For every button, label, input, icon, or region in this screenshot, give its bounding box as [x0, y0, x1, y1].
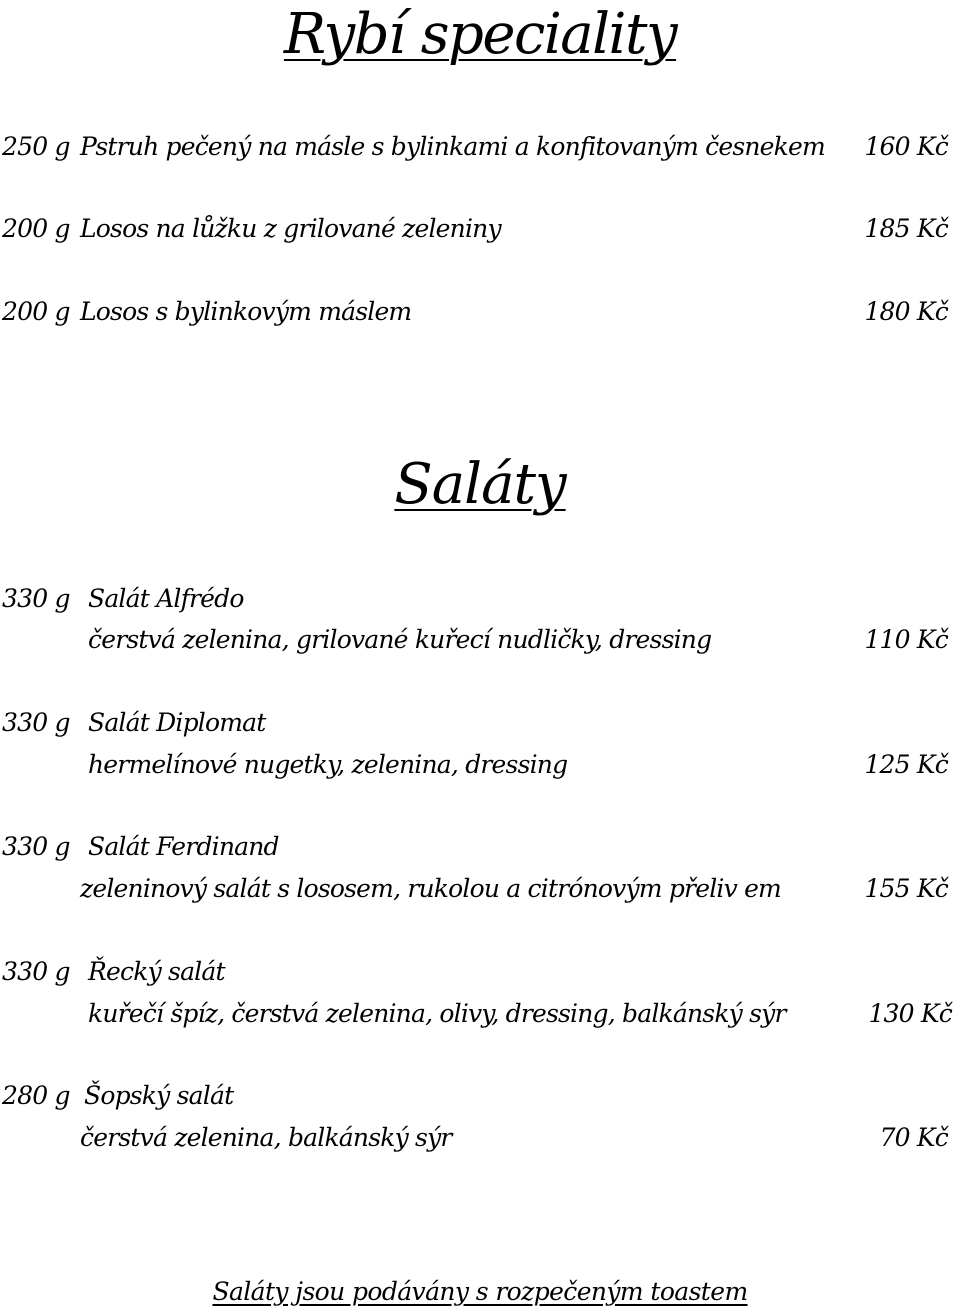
- section-title-salads: Saláty: [394, 452, 566, 517]
- salads-note: Saláty jsou podávány s rozpečeným toastem: [212, 1277, 748, 1306]
- item-description: kuřečí špíz, čerstvá zelenina, olivy, dressing, balkánský sýr: [88, 999, 786, 1028]
- item-price: 160 Kč: [864, 132, 948, 161]
- item-description: zeleninový salát s lososem, rukolou a citrónovým přeliv em: [80, 874, 781, 903]
- item-description: hermelínové nugetky, zelenina, dressing: [88, 750, 568, 779]
- item-weight: 330 g: [2, 584, 70, 613]
- item-weight: 330 g: [2, 957, 70, 986]
- item-name: Losos s bylinkovým máslem: [80, 297, 412, 326]
- item-description: čerstvá zelenina, grilované kuřecí nudličky, dressing: [88, 625, 712, 654]
- item-weight: 200 g: [2, 297, 70, 326]
- item-weight: 250 g: [2, 132, 70, 161]
- item-name: Pstruh pečený na másle s bylinkami a konfitovaným česnekem: [80, 132, 825, 161]
- item-name: Salát Ferdinand: [88, 832, 279, 861]
- item-name: Salát Diplomat: [88, 708, 266, 737]
- item-name: Řecký salát: [88, 957, 225, 986]
- item-weight: 330 g: [2, 708, 70, 737]
- item-weight: 330 g: [2, 832, 70, 861]
- section-title-fish: Rybí speciality: [283, 2, 677, 67]
- item-price: 180 Kč: [864, 297, 948, 326]
- item-price: 185 Kč: [864, 214, 948, 243]
- item-weight: 280 g: [2, 1081, 70, 1110]
- item-price: 130 Kč: [868, 999, 952, 1028]
- item-price: 110 Kč: [864, 625, 948, 654]
- item-name: Losos na lůžku z grilované zeleniny: [80, 214, 501, 243]
- item-description: čerstvá zelenina, balkánský sýr: [80, 1123, 452, 1152]
- item-price: 125 Kč: [864, 750, 948, 779]
- item-name: Šopský salát: [84, 1081, 234, 1110]
- item-price: 70 Kč: [879, 1123, 948, 1152]
- item-price: 155 Kč: [864, 874, 948, 903]
- item-weight: 200 g: [2, 214, 70, 243]
- item-name: Salát Alfrédo: [88, 584, 244, 613]
